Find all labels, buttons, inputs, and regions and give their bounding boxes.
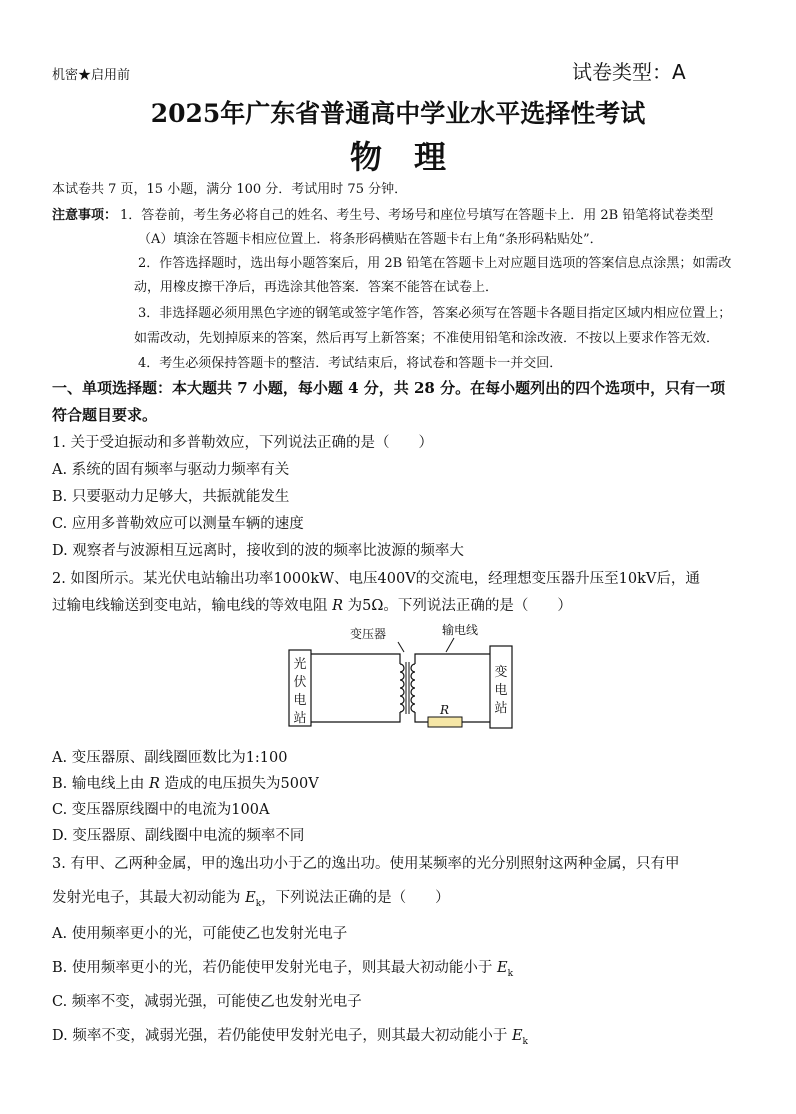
subject-title: 物 理: [349, 138, 446, 176]
q3-d-e: E: [511, 1028, 523, 1044]
intro-text: 本试卷共 7 页，15 小题，满分 100 分．考试用时 75 分钟．: [52, 182, 408, 197]
transformer-leader: [398, 642, 404, 652]
q1-option-d: D. 观察者与波源相互远离时，接收到的波的频率比波源的频率大: [52, 543, 464, 559]
resistor-label: R: [440, 703, 450, 717]
sub-char-3: 站: [494, 701, 508, 716]
q3-stem-text-b: ，下列说法正确的是（ ）: [261, 890, 450, 906]
q1-option-c: C. 应用多普勒效应可以测量车辆的速度: [52, 516, 304, 532]
primary-bottom-wire: [311, 712, 400, 722]
q1-option-b: B. 只要驱动力足够大，共振就能发生: [52, 489, 290, 505]
pv-char-2: 伏: [293, 675, 307, 690]
q3-b-e: E: [496, 960, 508, 976]
pv-char-1: 光: [293, 657, 307, 672]
note-3b: 如需改动，先划掉原来的答案，然后再写上新答案；不准使用铅笔和涂改液．不按以上要求作答无效．: [134, 331, 720, 346]
q1-stem: 1. 关于受迫振动和多普勒效应，下列说法正确的是（ ）: [52, 435, 433, 451]
sub-char-1: 变: [494, 665, 508, 680]
q3-b-k: k: [507, 968, 514, 979]
pv-char-4: 站: [293, 711, 307, 726]
secondary-bottom-wire-a: [415, 712, 428, 722]
secondary-top-wire: [415, 654, 490, 664]
transformer-label: 变压器: [350, 627, 387, 641]
primary-top-wire: [311, 654, 400, 664]
note-2a: 2．作答选择题时，选出每小题答案后，用 2B 铅笔在答题卡上对应题目选项的答案信息点涂黑；如需改: [138, 256, 732, 271]
confidential-label: 机密★启用前: [52, 68, 131, 83]
note-4: 4．考生必须保持答题卡的整洁．考试结束后，将试卷和答题卡一并交回．: [138, 356, 563, 371]
q2-option-b: [52, 772, 319, 793]
q3-option-c: C. 频率不变，减弱光强，可能使乙也发射光电子: [52, 994, 362, 1010]
resistor: [428, 717, 462, 727]
q2-option-a: A. 变压器原、副线圈匝数比为1:100: [52, 750, 288, 766]
q3-option-a: A. 使用频率更小的光，可能使乙也发射光电子: [52, 926, 348, 942]
q2-stem-r: R: [332, 598, 344, 614]
q2-stem-text-b: 为5Ω。下列说法正确的是（ ）: [343, 598, 572, 614]
section-heading-line2: 符合题目要求。: [52, 406, 158, 424]
q3-option-b: [52, 956, 513, 979]
q1-option-a: A. 系统的固有频率与驱动力频率有关: [52, 462, 290, 478]
section-heading-line1: 一、单项选择题：本大题共 7 小题，每小题 4 分，共 28 分。在每小题列出的四个选项中，只有一项: [52, 379, 726, 397]
note-1a: 1．答卷前，考生务必将自己的姓名、考生号、考场号和座位号填写在答题卡上．用 2B 铅笔将试卷类型: [120, 208, 714, 223]
q3-b-text: B. 使用频率更小的光，若仍能使甲发射光电子，则其最大初动能小于: [52, 960, 497, 976]
note-3a: 3．非选择题必须用黑色字迹的钢笔或签字笔作答，答案必须写在答题卡各题目指定区域内相应位置上；: [138, 306, 732, 321]
q3-ek-e: E: [245, 890, 256, 906]
note-1b: （A）填涂在答题卡相应位置上．将条形码横贴在答题卡右上角“条形码粘贴处”．: [138, 232, 603, 247]
q3-d-text: D. 频率不变，减弱光强，若仍能使甲发射光电子，则其最大初动能小于: [52, 1028, 512, 1044]
q2-option-c: C. 变压器原线圈中的电流为100A: [52, 802, 270, 818]
q2-b-text-b: 造成的电压损失为500V: [159, 776, 319, 792]
paper-type: 试卷类型：A: [572, 60, 686, 84]
secondary-coil: [411, 664, 415, 712]
pv-char-3: 电: [293, 693, 307, 708]
exam-title: 2025年广东省普通高中学业水平选择性考试: [150, 99, 646, 128]
line-leader: [446, 638, 454, 652]
q3-option-d: [52, 1024, 528, 1047]
q2-stem-line1: 2. 如图所示。某光伏电站输出功率1000kW、电压400V的交流电，经理想变压器升压至10kV后，通: [52, 571, 700, 587]
q3-stem-line2: [52, 886, 450, 909]
q2-b-text-a: B. 输电线上由: [52, 776, 149, 792]
note-2b: 动，用橡皮擦干净后，再选涂其他答案．答案不能答在试卷上．: [134, 280, 499, 295]
q2-stem-text-a: 过输电线输送到变电站，输电线的等效电阻: [52, 598, 333, 614]
circuit-diagram: [280, 618, 520, 740]
q2-b-r: R: [148, 776, 160, 792]
q2-stem-line2: [52, 594, 572, 615]
primary-coil: [400, 664, 404, 712]
q3-stem-line1: 3. 有甲、乙两种金属，甲的逸出功小于乙的逸出功。使用某频率的光分别照射这两种金属，只有甲: [52, 856, 680, 872]
q2-option-d: D. 变压器原、副线圈中电流的频率不同: [52, 828, 305, 844]
notes-label: 注意事项：: [52, 208, 118, 223]
q3-stem-text-a: 发射光电子，其最大初动能为: [52, 890, 246, 906]
sub-char-2: 电: [494, 683, 508, 698]
q3-ek-k: k: [255, 898, 262, 909]
q3-d-k: k: [522, 1036, 528, 1047]
power-line-label: 输电线: [442, 623, 479, 637]
